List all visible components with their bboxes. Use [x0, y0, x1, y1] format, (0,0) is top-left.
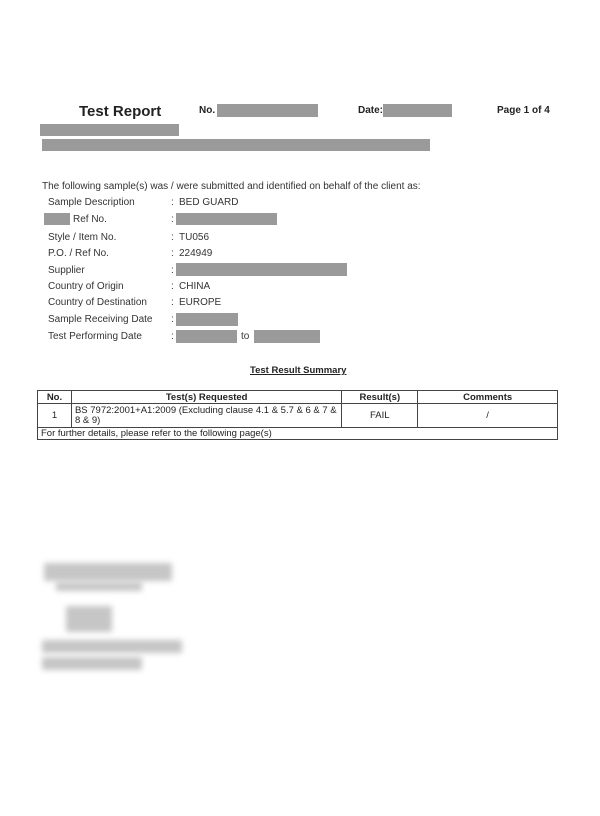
field-label-country-destination: Country of Destination — [48, 297, 147, 308]
table-row — [38, 404, 558, 428]
field-label-receiving-date: Sample Receiving Date — [48, 314, 153, 325]
field-colon: : — [171, 331, 174, 342]
client-name-redaction — [40, 124, 179, 136]
performing-date-start-redaction — [176, 330, 237, 343]
field-label-performing-date: Test Performing Date — [48, 331, 142, 342]
signature-blur-line — [56, 582, 142, 591]
report-number-redaction — [217, 104, 318, 117]
result-summary-table — [37, 390, 558, 440]
field-label-sample-description: Sample Description — [48, 197, 135, 208]
field-label-ref-no: Ref No. — [73, 214, 107, 225]
field-label-po-ref: P.O. / Ref No. — [48, 248, 109, 259]
signature-mark-blur — [66, 606, 112, 632]
intro-text: The following sample(s) was / were submitted and identified on behalf of the client as: — [42, 181, 421, 192]
signature-blur-line — [44, 563, 172, 581]
field-label-style-item: Style / Item No. — [48, 232, 117, 243]
field-colon: : — [171, 248, 174, 259]
field-label-country-origin: Country of Origin — [48, 281, 124, 292]
summary-title: Test Result Summary — [250, 365, 347, 376]
col-header-no: No. — [38, 391, 72, 404]
date-label: Date: — [358, 105, 384, 116]
col-header-comments: Comments — [418, 391, 558, 404]
performing-date-end-redaction — [254, 330, 320, 343]
field-value-sample-description: BED GUARD — [179, 197, 239, 208]
signature-blur-line — [42, 657, 142, 670]
signature-blur-line — [42, 640, 182, 653]
field-value-country-origin: CHINA — [179, 281, 211, 292]
performing-date-to: to — [241, 331, 250, 342]
field-value-country-destination: EUROPE — [179, 297, 222, 308]
field-colon: : — [171, 314, 174, 325]
table-footer-row — [38, 428, 558, 440]
table-footer-note: For further details, please refer to the following page(s) — [38, 428, 558, 440]
client-address-redaction — [42, 139, 430, 151]
report-title: Test Report — [79, 103, 162, 120]
field-colon: : — [171, 197, 174, 208]
field-value-style-item: TU056 — [179, 232, 210, 243]
row-no: 1 — [38, 404, 72, 428]
report-number-label: No. — [199, 105, 216, 116]
field-colon: : — [171, 214, 174, 225]
supplier-redaction — [176, 263, 347, 276]
row-result: FAIL — [342, 404, 418, 428]
col-header-results: Result(s) — [342, 391, 418, 404]
field-colon: : — [171, 297, 174, 308]
page-indicator: Page 1 of 4 — [497, 105, 550, 116]
row-test: BS 7972:2001+A1:2009 (Excluding clause 4.1 & 5.7 & 6 & 7 & 8 & 9) — [71, 404, 341, 428]
field-colon: : — [171, 281, 174, 292]
field-value-po-ref: 224949 — [179, 248, 213, 259]
date-redaction — [383, 104, 452, 117]
field-colon: : — [171, 232, 174, 243]
ref-no-redaction — [176, 213, 277, 225]
col-header-tests: Test(s) Requested — [71, 391, 341, 404]
receiving-date-redaction — [176, 313, 238, 326]
field-colon: : — [171, 265, 174, 276]
ref-prefix-redaction — [44, 213, 70, 225]
table-header-row — [38, 391, 558, 404]
field-label-supplier: Supplier — [48, 265, 85, 276]
row-comments: / — [418, 404, 558, 428]
